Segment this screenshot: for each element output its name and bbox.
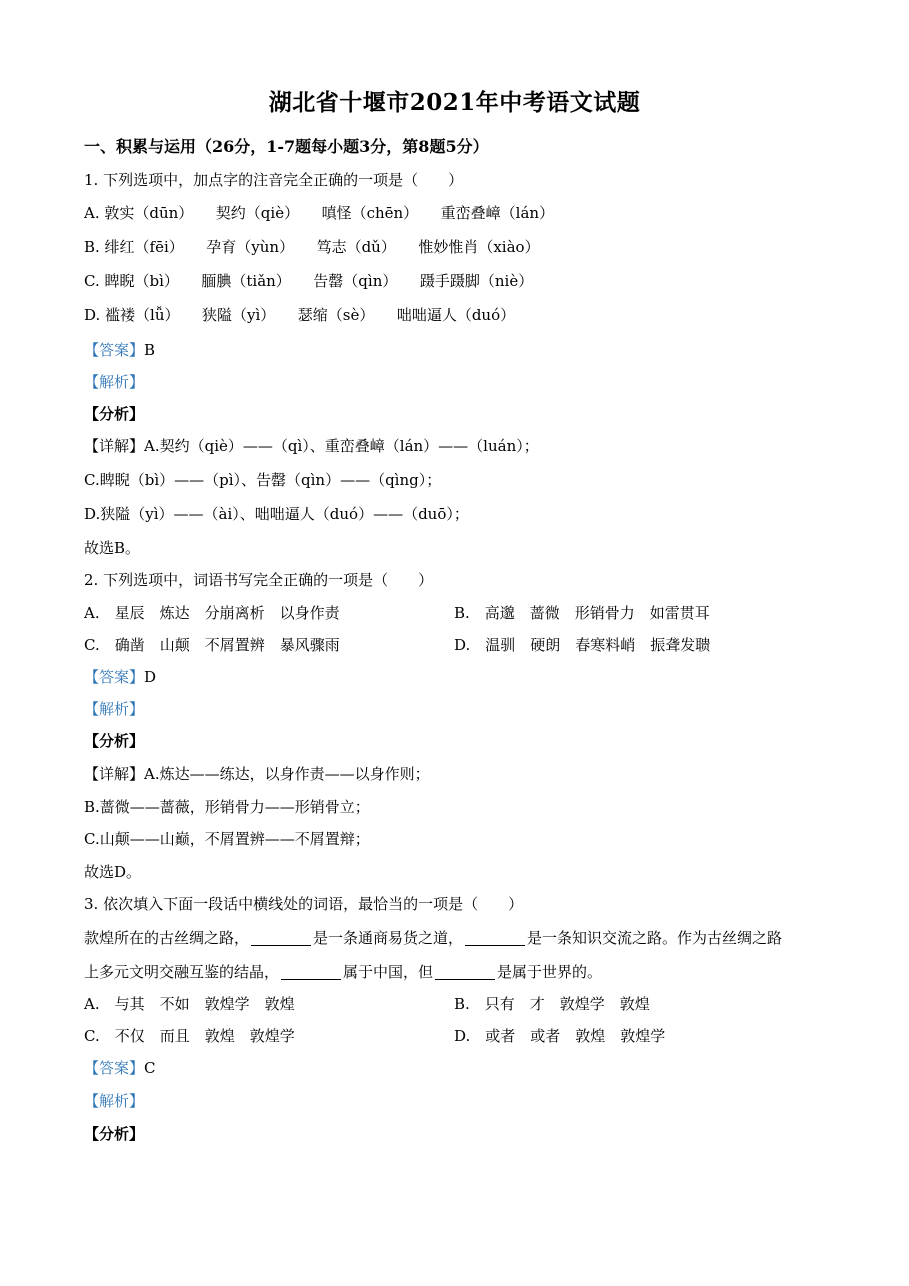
q2-answer xyxy=(84,667,156,687)
q2-option-b: B. 高邈 蔷微 形销骨力 如雷贯耳 xyxy=(454,604,710,622)
q2-option-c: C. 确凿 山颠 不屑置辨 暴风骤雨 xyxy=(84,636,340,654)
answer-value: B xyxy=(144,341,156,359)
answer-value: D xyxy=(144,668,157,686)
answer-tag: 【答案】 xyxy=(84,668,145,686)
q3-passage-line-2 xyxy=(84,962,602,982)
passage-text: 是属于世界的。 xyxy=(497,963,603,981)
fill-blank-1 xyxy=(251,929,311,946)
passage-text: 是一条知识交流之路。作为古丝绸之路 xyxy=(527,929,783,947)
passage-text: 上多元文明交融互鉴的结晶， xyxy=(84,963,280,981)
q3-option-b: B. 只有 才 敦煌学 敦煌 xyxy=(454,995,650,1013)
q1-detail-1: 【详解】A.契约（qiè）——（qì）、重峦叠嶂（lán）——（luán）； xyxy=(84,437,539,455)
answer-value: C xyxy=(144,1059,156,1077)
q1-jiexi: 【解析】 xyxy=(84,373,145,391)
passage-text: 属于中国，但 xyxy=(343,963,434,981)
fill-blank-3 xyxy=(281,963,341,980)
q2-jiexi: 【解析】 xyxy=(84,700,145,718)
q1-fenxi: 【分析】 xyxy=(84,405,145,423)
q1-option-d: D. 褴褛（lǚ） 狭隘（yì） 瑟缩（sè） 咄咄逼人（duó） xyxy=(84,306,516,324)
fill-blank-2 xyxy=(465,929,525,946)
q1-option-b: B. 绯红（fēi） 孕育（yùn） 笃志（dǔ） 惟妙惟肖（xiào） xyxy=(84,238,540,256)
q2-option-a: A. 星辰 炼达 分崩离析 以身作责 xyxy=(84,604,340,622)
q2-fenxi: 【分析】 xyxy=(84,732,145,750)
page-title: 湖北省十堰市2021年中考语文试题 xyxy=(268,89,641,116)
q2-option-d: D. 温驯 硬朗 春寒料峭 振聋发聩 xyxy=(454,636,711,654)
q3-jiexi: 【解析】 xyxy=(84,1092,145,1110)
q2-detail-3: C.山颠——山巅，不屑置辨——不屑置辩； xyxy=(84,830,370,848)
q3-answer xyxy=(84,1058,156,1078)
fill-blank-4 xyxy=(435,963,495,980)
q2-conclusion: 故选D。 xyxy=(84,863,142,881)
section-heading: 一、积累与运用（26分，1-7题每小题3分，第8题5分） xyxy=(84,137,489,156)
q1-detail-3: D.狭隘（yì）——（ài）、咄咄逼人（duó）——（duō）； xyxy=(84,505,469,523)
q3-option-c: C. 不仅 而且 敦煌 敦煌学 xyxy=(84,1027,295,1045)
q2-detail-1: 【详解】A.炼达——练达，以身作责——以身作则； xyxy=(84,765,430,783)
q3-passage-line-1 xyxy=(84,928,782,948)
q3-fenxi: 【分析】 xyxy=(84,1125,145,1143)
q1-answer xyxy=(84,340,155,360)
q3-option-d: D. 或者 或者 敦煌 敦煌学 xyxy=(454,1027,666,1045)
passage-text: 是一条通商易货之道， xyxy=(313,929,464,947)
q1-option-a: A. 敦实（dūn） 契约（qiè） 嗔怪（chēn） 重峦叠嶂（lán） xyxy=(84,204,555,222)
q1-detail-2: C.睥睨（bì）——（pì）、告罄（qìn）——（qìng）； xyxy=(84,471,442,489)
answer-tag: 【答案】 xyxy=(84,1059,145,1077)
q2-detail-2: B.蔷微——蔷薇，形销骨力——形销骨立； xyxy=(84,798,370,816)
q1-conclusion: 故选B。 xyxy=(84,539,141,557)
q3-stem: 3. 依次填入下面一段话中横线处的词语，最恰当的一项是（ ） xyxy=(84,895,524,913)
q3-option-a: A. 与其 不如 敦煌学 敦煌 xyxy=(84,995,295,1013)
q2-stem: 2. 下列选项中，词语书写完全正确的一项是（ ） xyxy=(84,571,434,589)
passage-text: 款煌所在的古丝绸之路， xyxy=(84,929,250,947)
q1-option-c: C. 睥睨（bì） 腼腆（tiǎn） 告罄（qìn） 蹑手蹑脚（niè） xyxy=(84,272,534,290)
q1-stem: 1. 下列选项中，加点字的注音完全正确的一项是（ ） xyxy=(84,171,464,189)
answer-tag: 【答案】 xyxy=(84,341,145,359)
